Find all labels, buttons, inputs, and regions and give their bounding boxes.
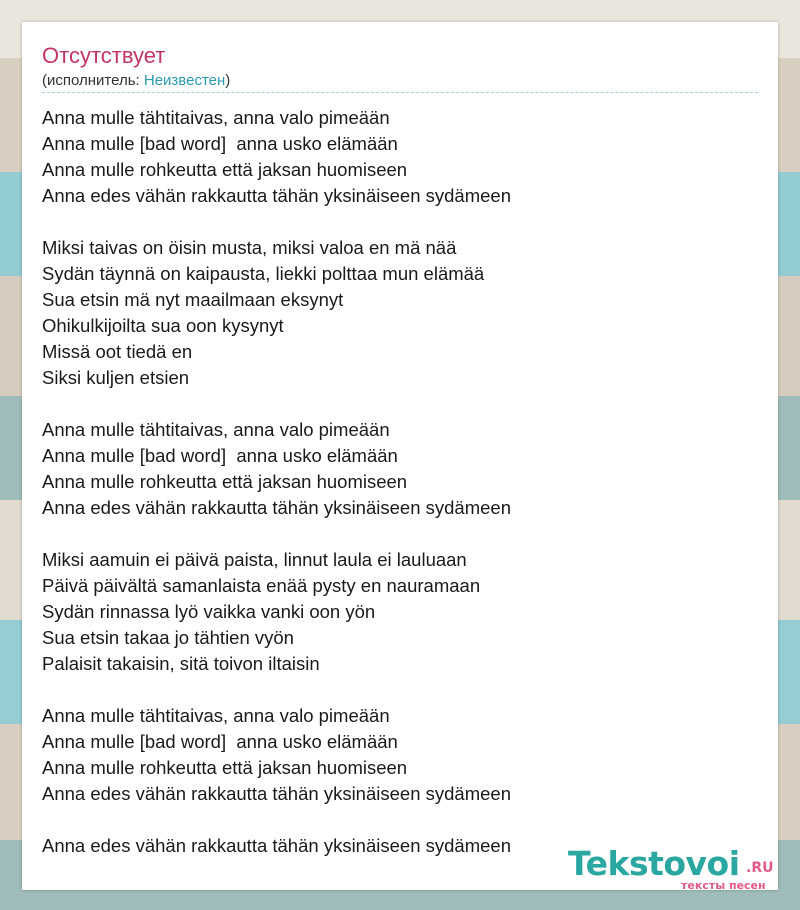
lyrics-stanza (42, 703, 742, 807)
lyric-line: Miksi taivas on öisin musta, miksi valoa en mä nää (42, 237, 457, 258)
lyrics-card (22, 22, 778, 890)
artist-prefix: (исполнитель: (42, 72, 144, 89)
lyric-line: Sua etsin mä nyt maailmaan eksynyt (42, 289, 344, 310)
logo-domain: .RU (746, 860, 774, 876)
artist-suffix: ) (225, 72, 231, 89)
lyric-line: Anna edes vähän rakkautta tähän yksinäiseen sydämeen (42, 835, 511, 856)
lyric-line: Ohikulkijoilta sua oon kysynyt (42, 315, 284, 336)
artist-line (42, 72, 230, 89)
song-title: Отсутствует (42, 43, 166, 68)
lyric-line: Anna mulle rohkeutta että jaksan huomiseen (42, 159, 408, 180)
title-divider (42, 92, 758, 93)
artist-link[interactable]: Неизвестен (143, 72, 226, 89)
lyric-line: Anna mulle rohkeutta että jaksan huomiseen (42, 471, 408, 492)
lyric-line: Anna mulle tähtitaivas, anna valo pimeään (42, 419, 390, 440)
lyric-line: Anna edes vähän rakkautta tähän yksinäiseen sydämeen (42, 783, 511, 804)
lyric-line: Anna edes vähän rakkautta tähän yksinäiseen sydämeen (42, 497, 511, 518)
logo-wordmark: Tekstovoi (568, 844, 740, 883)
lyric-line: Päivä päivältä samanlaista enää pysty en nauramaan (42, 575, 481, 596)
lyrics-body (42, 105, 742, 885)
lyric-line: Missä oot tiedä en (42, 341, 193, 362)
lyric-line: Anna mulle tähtitaivas, anna valo pimeään (42, 705, 390, 726)
lyric-line: Sydän täynnä on kaipausta, liekki polttaa mun elämää (42, 263, 485, 284)
lyric-line: Anna mulle rohkeutta että jaksan huomiseen (42, 757, 408, 778)
logo-tagline: тексты песен (681, 879, 766, 892)
lyric-line: Palaisit takaisin, sitä toivon iltaisin (42, 653, 320, 674)
lyric-line: Siksi kuljen etsien (42, 367, 190, 388)
lyric-line: Anna mulle [bad word] anna usko elämään (42, 445, 398, 466)
lyric-line: Anna edes vähän rakkautta tähän yksinäiseen sydämeen (42, 185, 511, 206)
lyric-line: Sydän rinnassa lyö vaikka vanki oon yön (42, 601, 376, 622)
lyrics-stanza (42, 235, 742, 391)
lyric-line: Sua etsin takaa jo tähtien vyön (42, 627, 294, 648)
lyric-line: Miksi aamuin ei päivä paista, linnut laula ei lauluaan (42, 549, 467, 570)
lyrics-stanza (42, 417, 742, 521)
lyric-line: Anna mulle [bad word] anna usko elämään (42, 731, 398, 752)
lyrics-stanza (42, 105, 742, 209)
site-logo[interactable] (568, 844, 778, 892)
lyrics-stanza (42, 547, 742, 677)
lyric-line: Anna mulle [bad word] anna usko elämään (42, 133, 398, 154)
lyric-line: Anna mulle tähtitaivas, anna valo pimeään (42, 107, 390, 128)
